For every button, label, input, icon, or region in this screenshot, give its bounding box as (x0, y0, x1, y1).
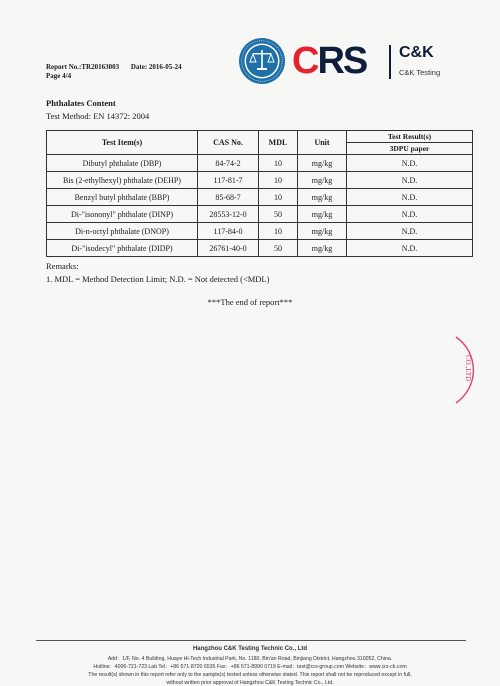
stamp-text: CO.,LTD (464, 355, 472, 382)
logo-subbrand: C&K (399, 44, 434, 61)
cell-cas: 117-81-7 (198, 172, 259, 189)
cell-item: Di-"isodecyl" phthalate (DIDP) (47, 240, 198, 257)
cell-result: N.D. (347, 155, 473, 172)
footer-contacts: Hotline：4006-721-723 Lab Tel：+86 571-8720 6535 Fax：+86 571-8990 0719 E-mail：test@crs-group.com Website：www.crs-ck.com (93, 664, 407, 670)
cell-mdl: 10 (259, 189, 298, 206)
logo-wordmark: CRS (292, 40, 367, 82)
company-stamp (452, 333, 482, 407)
cell-mdl: 10 (259, 172, 298, 189)
cell-unit: mg/kg (298, 206, 347, 223)
header-result: Test Result(s) (347, 131, 473, 143)
report-number: Report No.:TR20163003 (46, 63, 120, 71)
footer-address: Add：1/F, No. 4 Building, Huaye Hi-Tech Industrial Park, No. 1180, Bin'an Road, Binjiang District, Hangzhou 310052, China. (107, 656, 393, 662)
cell-unit: mg/kg (298, 189, 347, 206)
header-test-item: Test Item(s) (47, 131, 198, 155)
cell-cas: 117-84-0 (198, 223, 259, 240)
table-row (47, 206, 473, 223)
remark-item: 1. MDL = Method Detection Limit; N.D. = Not detected (<MDL) (46, 274, 270, 284)
cell-unit: mg/kg (298, 223, 347, 240)
cell-item: Bis (2-ethylhexyl) phthalate (DEHP) (47, 172, 198, 189)
logo-subbrand-caption: C&K Testing (399, 68, 441, 77)
cell-cas: 26761-40-0 (198, 240, 259, 257)
header-cas: CAS No. (198, 131, 259, 155)
cell-unit: mg/kg (298, 172, 347, 189)
cell-mdl: 50 (259, 240, 298, 257)
page-number: Page 4/4 (46, 72, 72, 80)
report-meta (46, 63, 182, 81)
seal-icon (238, 37, 286, 85)
cell-unit: mg/kg (298, 240, 347, 257)
cell-item: Di-"isononyl" phthalate (DINP) (47, 206, 198, 223)
header-unit: Unit (298, 131, 347, 155)
cell-cas: 84-74-2 (198, 155, 259, 172)
cell-result: N.D. (347, 189, 473, 206)
table-row (47, 172, 473, 189)
cell-item: Di-n-octyl phthalate (DNOP) (47, 223, 198, 240)
footer-disclaimer-2: without written prior approval of Hangzhou C&K Testing Technic Co., Ltd. (166, 680, 334, 686)
cell-unit: mg/kg (298, 155, 347, 172)
cell-result: N.D. (347, 240, 473, 257)
footer-disclaimer: The result(s) shown in this report refer only to the sample(s) tested unless otherwise stated. This report shall not be reproduced except in full, (88, 672, 412, 678)
results-table (46, 130, 473, 257)
table-row (47, 223, 473, 240)
cell-result: N.D. (347, 172, 473, 189)
footer-divider (36, 640, 466, 641)
footer-company: Hangzhou C&K Testing Technic Co., Ltd (192, 646, 308, 652)
table-row (47, 155, 473, 172)
logo-divider (389, 45, 391, 79)
section-title: Phthalates Content (46, 98, 116, 108)
table-row (47, 189, 473, 206)
end-of-report: ***The end of report*** (207, 297, 293, 307)
table-row (47, 240, 473, 257)
cell-mdl: 50 (259, 206, 298, 223)
header-sample: 3DPU paper (347, 143, 473, 155)
cell-cas: 28553-12-0 (198, 206, 259, 223)
cell-mdl: 10 (259, 223, 298, 240)
cell-result: N.D. (347, 206, 473, 223)
cell-cas: 85-68-7 (198, 189, 259, 206)
test-method: Test Method: EN 14372: 2004 (46, 111, 150, 121)
cell-result: N.D. (347, 223, 473, 240)
report-date: Date: 2016-05-24 (130, 63, 182, 71)
cell-mdl: 10 (259, 155, 298, 172)
cell-item: Dibutyl phthalate (DBP) (47, 155, 198, 172)
crs-logo (238, 37, 448, 87)
header-mdl: MDL (259, 131, 298, 155)
cell-item: Benzyl butyl phthalate (BBP) (47, 189, 198, 206)
remarks-label: Remarks: (46, 261, 79, 271)
